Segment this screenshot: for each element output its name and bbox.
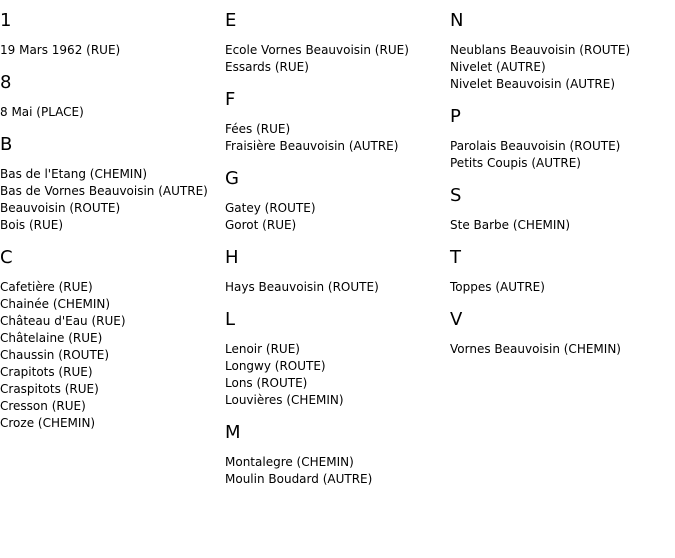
letter-group bbox=[450, 246, 675, 296]
street-item[interactable]: Montalegre (CHEMIN) bbox=[225, 455, 354, 469]
letter-heading: T bbox=[450, 247, 461, 268]
letter-heading: S bbox=[450, 185, 462, 206]
street-item[interactable]: Ste Barbe (CHEMIN) bbox=[450, 218, 571, 232]
street-item[interactable]: Lenoir (RUE) bbox=[225, 342, 300, 356]
street-item[interactable]: Châtelaine (RUE) bbox=[0, 331, 103, 345]
letter-heading: C bbox=[0, 247, 13, 268]
letter-heading: M bbox=[225, 422, 241, 443]
letter-heading: E bbox=[225, 10, 237, 31]
letter-heading: L bbox=[225, 309, 236, 330]
letter-group bbox=[0, 9, 225, 59]
street-item[interactable]: Gatey (ROUTE) bbox=[225, 201, 316, 215]
letter-heading: G bbox=[225, 168, 239, 189]
street-item[interactable]: Bas de l'Etang (CHEMIN) bbox=[0, 167, 147, 181]
street-item[interactable]: Chaussin (ROUTE) bbox=[0, 348, 110, 362]
street-item[interactable]: Fraisière Beauvoisin (AUTRE) bbox=[225, 139, 399, 153]
index-column-1 bbox=[0, 9, 225, 444]
street-item[interactable]: Vornes Beauvoisin (CHEMIN) bbox=[450, 342, 621, 356]
street-item[interactable]: Cresson (RUE) bbox=[0, 399, 86, 413]
street-item[interactable]: Longwy (ROUTE) bbox=[225, 359, 326, 373]
street-item[interactable]: Ecole Vornes Beauvoisin (RUE) bbox=[225, 43, 409, 57]
street-item[interactable]: Beauvoisin (ROUTE) bbox=[0, 201, 121, 215]
letter-heading: 1 bbox=[0, 10, 12, 31]
letter-group bbox=[0, 71, 225, 121]
street-item[interactable]: Craspitots (RUE) bbox=[0, 382, 99, 396]
letter-group bbox=[450, 184, 675, 234]
index-column-3 bbox=[450, 9, 675, 370]
street-item[interactable]: Essards (RUE) bbox=[225, 60, 309, 74]
street-item[interactable]: Nivelet (AUTRE) bbox=[450, 60, 546, 74]
letter-heading: V bbox=[450, 309, 463, 330]
street-item[interactable]: Hays Beauvoisin (ROUTE) bbox=[225, 280, 379, 294]
street-item[interactable]: Neublans Beauvoisin (ROUTE) bbox=[450, 43, 631, 57]
letter-group bbox=[225, 246, 450, 296]
letter-heading: N bbox=[450, 10, 464, 31]
index-column-2 bbox=[225, 9, 450, 500]
letter-group bbox=[450, 105, 675, 172]
street-item[interactable]: 19 Mars 1962 (RUE) bbox=[0, 43, 121, 57]
street-item[interactable]: 8 Mai (PLACE) bbox=[0, 105, 84, 119]
letter-group bbox=[225, 9, 450, 76]
letter-group bbox=[450, 9, 675, 93]
street-item[interactable]: Fées (RUE) bbox=[225, 122, 291, 136]
street-item[interactable]: Moulin Boudard (AUTRE) bbox=[225, 472, 373, 486]
street-item[interactable]: Nivelet Beauvoisin (AUTRE) bbox=[450, 77, 615, 91]
street-item[interactable]: Crapitots (RUE) bbox=[0, 365, 93, 379]
street-item[interactable]: Croze (CHEMIN) bbox=[0, 416, 96, 430]
letter-group bbox=[0, 246, 225, 432]
street-item[interactable]: Bas de Vornes Beauvoisin (AUTRE) bbox=[0, 184, 208, 198]
letter-heading: B bbox=[0, 134, 13, 155]
street-item[interactable]: Chainée (CHEMIN) bbox=[0, 297, 111, 311]
letter-group bbox=[225, 308, 450, 409]
letter-group bbox=[225, 88, 450, 155]
letter-heading: P bbox=[450, 106, 461, 127]
letter-heading: H bbox=[225, 247, 239, 268]
letter-group bbox=[450, 308, 675, 358]
street-item[interactable]: Bois (RUE) bbox=[0, 218, 64, 232]
street-item[interactable]: Gorot (RUE) bbox=[225, 218, 297, 232]
letter-group bbox=[225, 167, 450, 234]
street-item[interactable]: Petits Coupis (AUTRE) bbox=[450, 156, 581, 170]
letter-heading: 8 bbox=[0, 72, 12, 93]
street-item[interactable]: Lons (ROUTE) bbox=[225, 376, 308, 390]
letter-group bbox=[225, 421, 450, 488]
street-item[interactable]: Château d'Eau (RUE) bbox=[0, 314, 126, 328]
letter-heading: F bbox=[225, 89, 236, 110]
letter-group bbox=[0, 133, 225, 234]
street-item[interactable]: Cafetière (RUE) bbox=[0, 280, 93, 294]
street-item[interactable]: Louvières (CHEMIN) bbox=[225, 393, 344, 407]
street-item[interactable]: Parolais Beauvoisin (ROUTE) bbox=[450, 139, 621, 153]
street-item[interactable]: Toppes (AUTRE) bbox=[450, 280, 545, 294]
